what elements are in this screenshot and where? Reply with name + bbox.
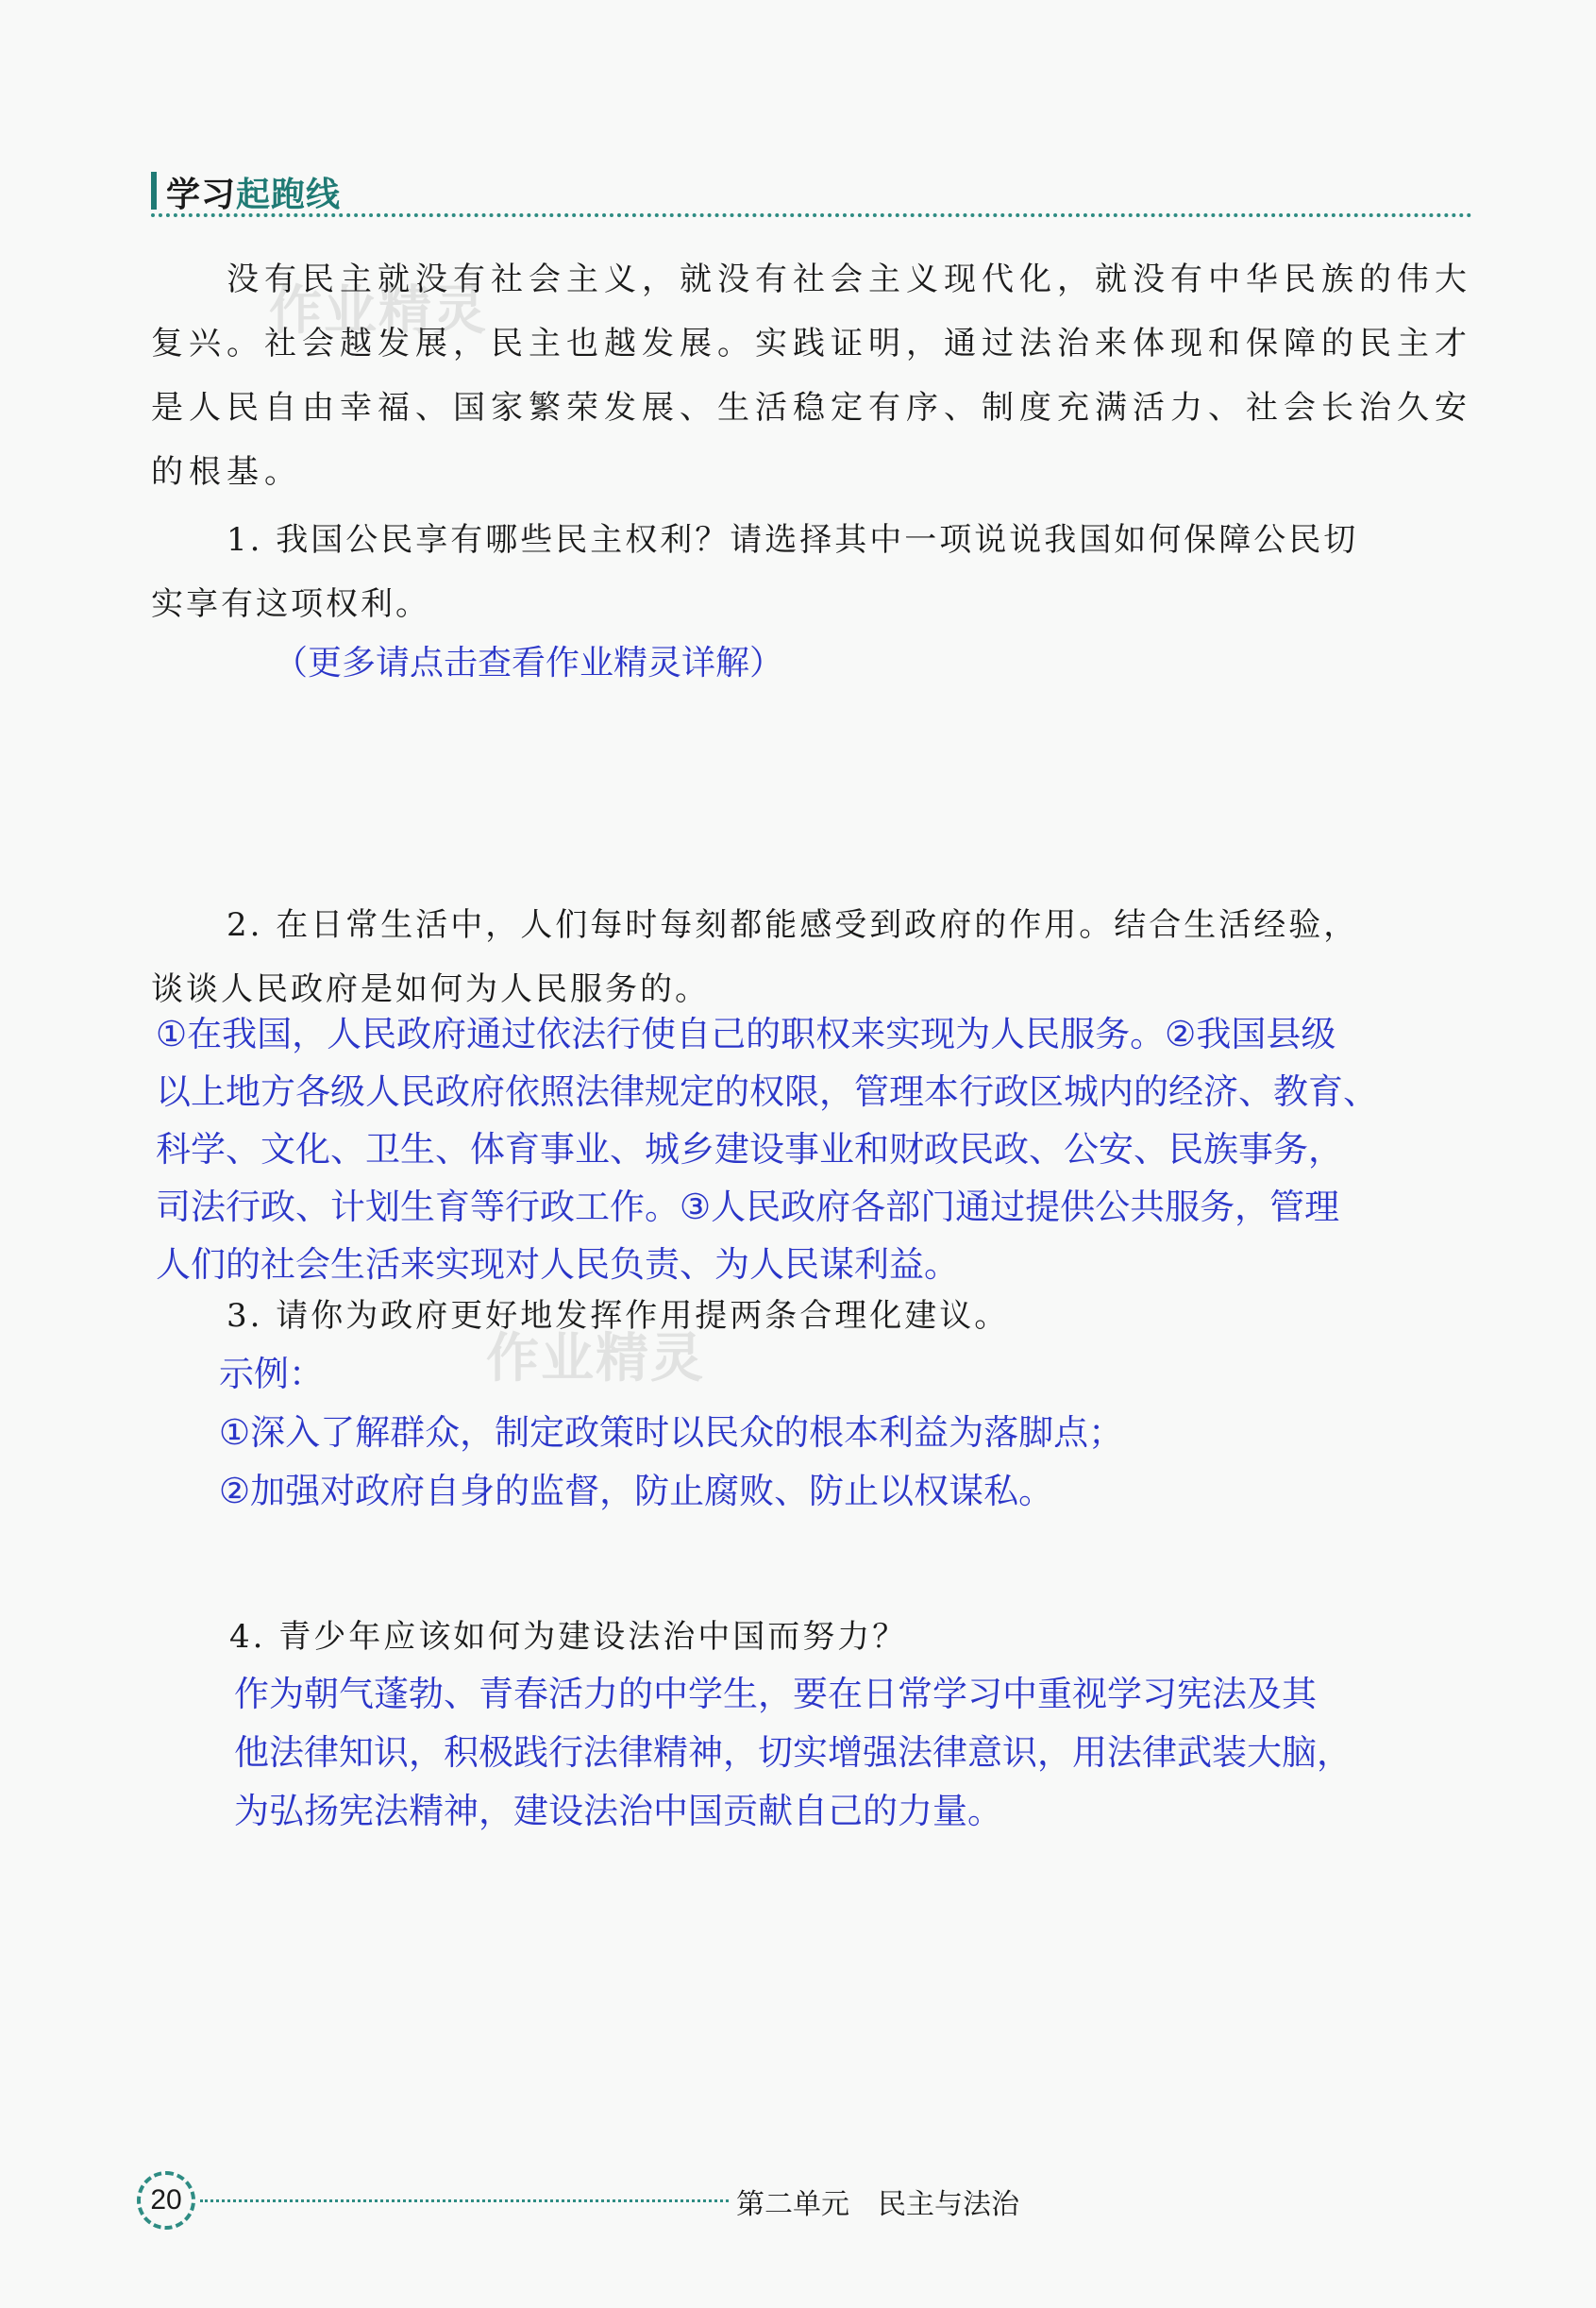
question-2 <box>151 893 1358 1021</box>
answer-line: 示例： <box>219 1354 324 1394</box>
section-title-accent: 起跑线 <box>236 176 342 214</box>
intro-paragraph <box>151 247 1472 504</box>
answer-line: 司法行政、计划生育等行政工作。③人民政府各部门通过提供公共服务，管理 <box>156 1187 1340 1227</box>
answer-3 <box>219 1345 1123 1521</box>
question-text: 实享有这项权利。 <box>151 585 430 623</box>
footer-topic: 民主与法治 <box>878 2188 1019 2221</box>
answer-2 <box>156 1005 1378 1293</box>
watermark: 作业精灵 <box>486 1328 705 1390</box>
question-1 <box>151 508 1358 636</box>
question-text: 2. 在日常生活中，人们每时每刻都能感受到政府的作用。结合生活经验， <box>227 906 1359 944</box>
intro-line: 没有民主就没有社会主义，就没有社会主义现代化，就没有中华民族的伟大 <box>227 261 1472 298</box>
answer-line: 以上地方各级人民政府依照法律规定的权限，管理本行政区城内的经济、教育、 <box>156 1071 1378 1112</box>
more-details-link[interactable]: （更多请点击查看作业精灵详解） <box>274 644 784 682</box>
footer-dotted-rule <box>200 2199 729 2202</box>
watermark: 作业精灵 <box>269 280 488 342</box>
intro-line: 复兴。社会越发展，民主也越发展。实践证明，通过法治来体现和保障的民主才 <box>151 325 1472 362</box>
footer-unit: 第二单元 <box>736 2188 849 2221</box>
page-number: 20 <box>137 2171 195 2230</box>
intro-line: 是人民自由幸福、国家繁荣发展、生活稳定有序、制度充满活力、社会长治久安 <box>151 389 1472 427</box>
question-text: 3. 请你为政府更好地发挥作用提两条合理化建议。 <box>227 1297 1010 1335</box>
header-dotted-rule <box>151 213 1472 217</box>
page-footer <box>132 2171 1359 2228</box>
answer-line: ②加强对政府自身的监督，防止腐败、防止以权谋私。 <box>219 1471 1054 1511</box>
section-header <box>151 168 1472 217</box>
question-text: 4. 青少年应该如何为建设法治中国而努力？ <box>229 1618 908 1656</box>
header-bar <box>151 172 157 210</box>
section-title-main: 学习 <box>166 176 237 214</box>
answer-4 <box>234 1665 1352 1841</box>
question-4 <box>229 1605 907 1669</box>
intro-line: 的根基。 <box>151 453 302 491</box>
question-text: 谈谈人民政府是如何为人民服务的。 <box>151 970 710 1008</box>
answer-line: 为弘扬宪法精神，建设法治中国贡献自己的力量。 <box>234 1791 1002 1831</box>
answer-line: 他法律知识，积极践行法律精神，切实增强法律意识，用法律武装大脑， <box>234 1732 1352 1773</box>
answer-line: 作为朝气蓬勃、青春活力的中学生，要在日常学习中重视学习宪法及其 <box>234 1674 1317 1714</box>
section-title <box>166 168 341 216</box>
answer-line: 科学、文化、卫生、体育事业、城乡建设事业和财政民政、公安、民族事务， <box>156 1129 1343 1170</box>
answer-line: ①深入了解群众，制定政策时以民众的根本利益为落脚点； <box>219 1412 1124 1453</box>
answer-line: 人们的社会生活来实现对人民负责、为人民谋利益。 <box>156 1244 959 1285</box>
footer-caption <box>736 2181 1019 2222</box>
question-text: 1. 我国公民享有哪些民主权利？请选择其中一项说说我国如何保障公民切 <box>227 521 1359 559</box>
answer-line: ①在我国，人民政府通过依法行使自己的职权来实现为人民服务。②我国县级 <box>156 1014 1336 1054</box>
